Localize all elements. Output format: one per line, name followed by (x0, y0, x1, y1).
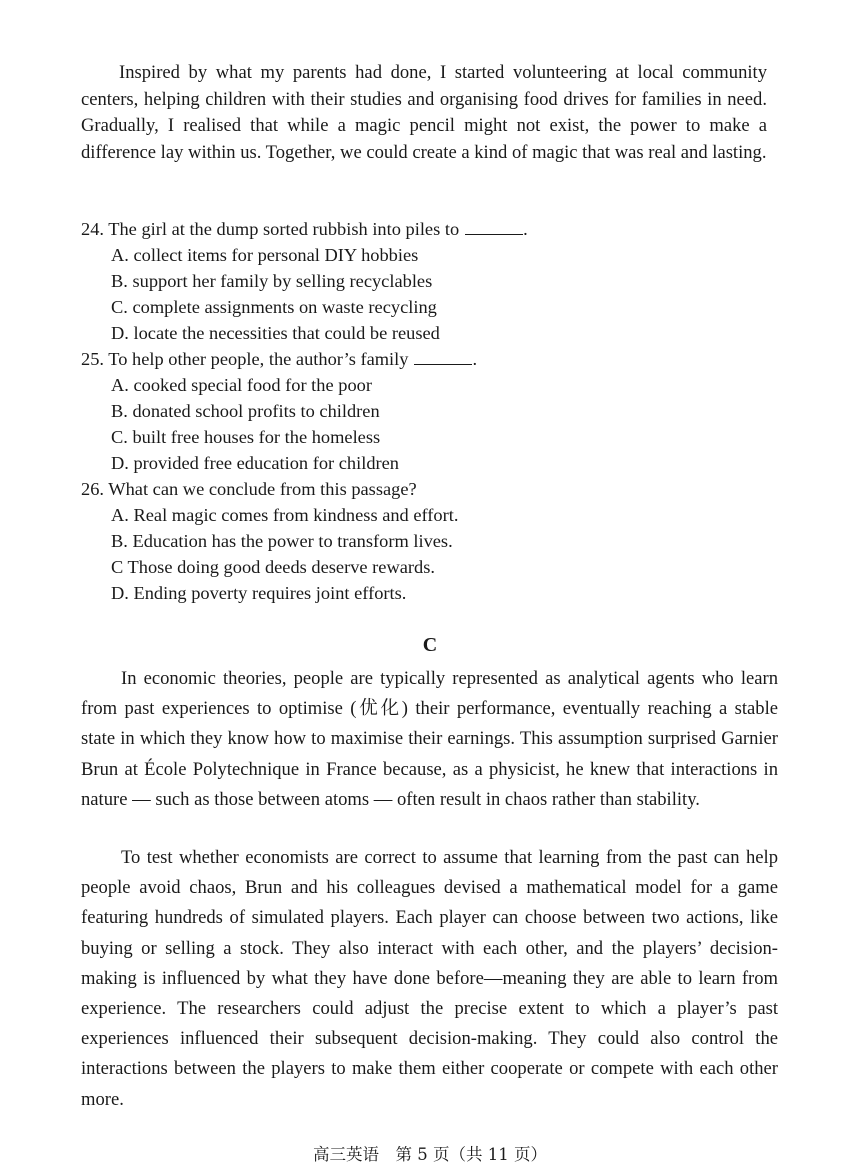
section-c-paragraph-1: In economic theories, people are typically represented as analytical agents who learn from past experiences to optimise (优化) their performance, eventually reaching a stable state in which they know how to maximise their earnings. This assumption surprised Garnier Brun at École Polytechnique in France because, as a physicist, he knew that interactions in nature — such as those between atoms — often result in chaos rather than stability. (81, 668, 778, 810)
question-25 (81, 346, 477, 476)
option-c: C. complete assignments on waste recycling (111, 297, 437, 317)
question-stem: 25. To help other people, the author’s family . (81, 349, 478, 369)
question-stem-text: 25. To help other people, the author’s family (81, 349, 409, 369)
option-d: D. locate the necessities that could be reused (111, 323, 440, 343)
option-b: B. support her family by selling recyclables (111, 271, 433, 291)
page-footer: 高三英语 第 5 页（共 11 页） (313, 1145, 547, 1164)
option-c: C Those doing good deeds deserve rewards. (111, 557, 435, 577)
question-stem-text: 24. The girl at the dump sorted rubbish into piles to (81, 219, 460, 239)
question-24 (81, 216, 528, 346)
option-d: D. Ending poverty requires joint efforts. (111, 583, 407, 603)
question-stem: 24. The girl at the dump sorted rubbish into piles to . (81, 219, 528, 239)
option-c: C. built free houses for the homeless (111, 427, 381, 447)
option-b: B. Education has the power to transform lives. (111, 531, 453, 551)
question-stem: 26. What can we conclude from this passage? (81, 479, 417, 499)
passage-b-closing-paragraph: Inspired by what my parents had done, I started volunteering at local community centers, helping children with their studies and organising food drives for families in need. Gradually, I realised that while a magic pencil might not exist, the power to make a difference lay within us. Together, we could create a kind of magic that was real and lasting. (81, 62, 767, 163)
section-c-paragraph-2: To test whether economists are correct to assume that learning from the past can help people avoid chaos, Brun and his colleagues devised a mathematical model for a game featuring hundreds of simulated players. Each player can choose between two actions, like buying or selling a stock. They also interact with each other, and the players’ decision-making is influenced by what they have done before—meaning they are able to learn from experience. The researchers could adjust the precise extent to which a player’s past experiences influenced their subsequent decision-making. They could also control the interactions between the players to make them either cooperate or compete with each other more. (81, 847, 778, 1110)
option-a: A. cooked special food for the poor (111, 375, 372, 395)
question-26 (81, 476, 458, 606)
section-c-heading: C (422, 634, 438, 656)
answer-blank (414, 350, 472, 365)
option-b: B. donated school profits to children (111, 401, 380, 421)
option-a: A. collect items for personal DIY hobbies (111, 245, 419, 265)
option-a: A. Real magic comes from kindness and effort. (111, 505, 459, 525)
option-d: D. provided free education for children (111, 453, 400, 473)
answer-blank (465, 220, 523, 235)
